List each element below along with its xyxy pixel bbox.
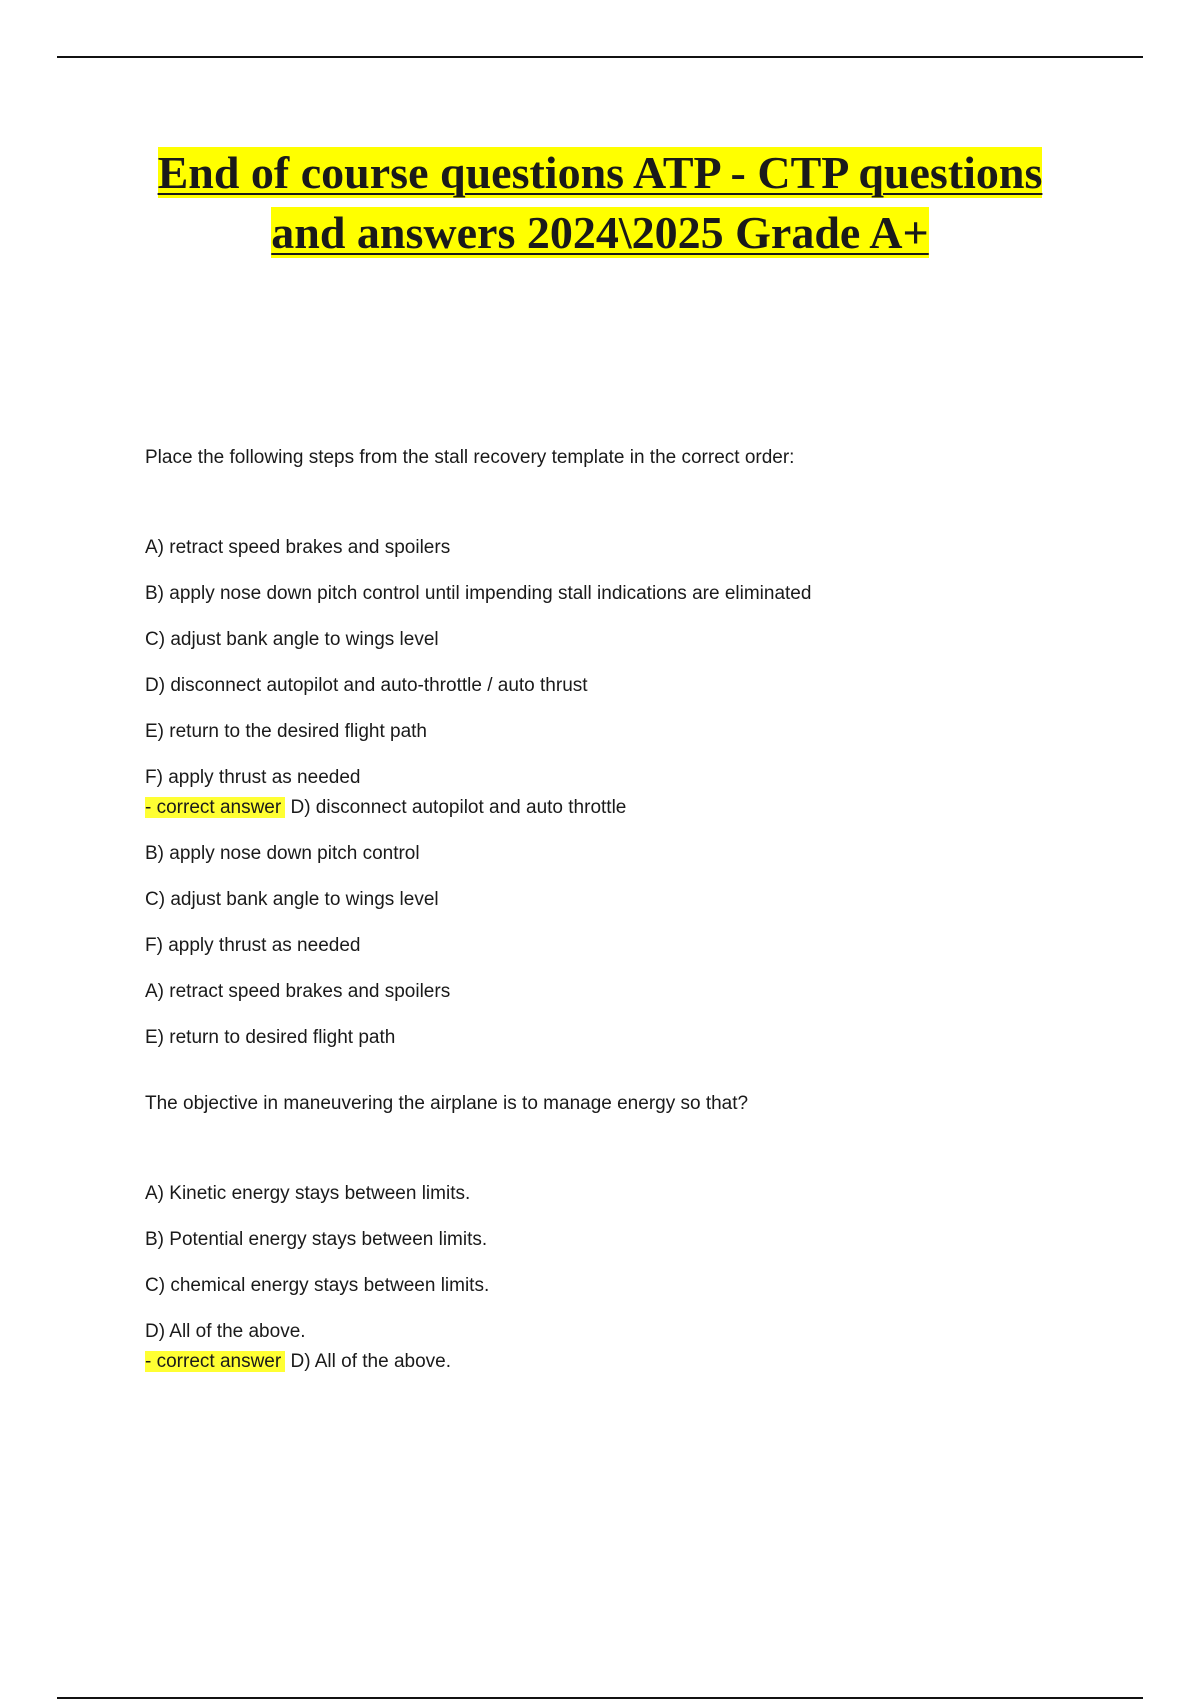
correct-answer-label: - correct answer [145,1351,285,1372]
question-1-answer-text: D) disconnect autopilot and auto throttle [290,797,627,818]
question-2-option-c: C) chemical energy stays between limits. [145,1275,490,1296]
question-1-option-a: A) retract speed brakes and spoilers [145,537,451,558]
section-gap [145,1050,1125,1092]
question-1-option-c: C) adjust bank angle to wings level [145,629,439,650]
question-2-option-a: A) Kinetic energy stays between limits. [145,1183,471,1204]
question-2-text: The objective in maneuvering the airplane is to manage energy so that? [145,1093,749,1114]
document-body [145,446,1125,1374]
question-1-option-e: E) return to the desired flight path [145,721,427,742]
top-rule [57,56,1143,58]
question-2-option-d: D) All of the above. [145,1321,306,1342]
correct-answer-label: - correct answer [145,797,285,818]
question-1-answer-step: E) return to desired flight path [145,1027,396,1048]
question-1-answer-step: C) adjust bank angle to wings level [145,889,439,910]
question-1-answer-step: F) apply thrust as needed [145,935,361,956]
bottom-rule [57,1697,1143,1699]
document-title [100,143,1100,263]
question-1-option-d: D) disconnect autopilot and auto-throttle / auto thrust [145,675,588,696]
question-2-answer [145,1350,1125,1374]
question-1-answer-step: B) apply nose down pitch control [145,843,420,864]
question-1-option-f: F) apply thrust as needed [145,767,361,788]
title-line-1: End of course questions ATP - CTP questions [157,147,1043,198]
question-1-answer [145,796,1125,820]
question-2-answer-text: D) All of the above. [290,1351,452,1372]
question-1-answer-step: A) retract speed brakes and spoilers [145,981,451,1002]
question-2-option-b: B) Potential energy stays between limits. [145,1229,488,1250]
question-1-text: Place the following steps from the stall recovery template in the correct order: [145,447,795,468]
title-line-2: and answers 2024\2025 Grade A+ [271,207,929,258]
question-1-option-b: B) apply nose down pitch control until impending stall indications are eliminated [145,583,812,604]
